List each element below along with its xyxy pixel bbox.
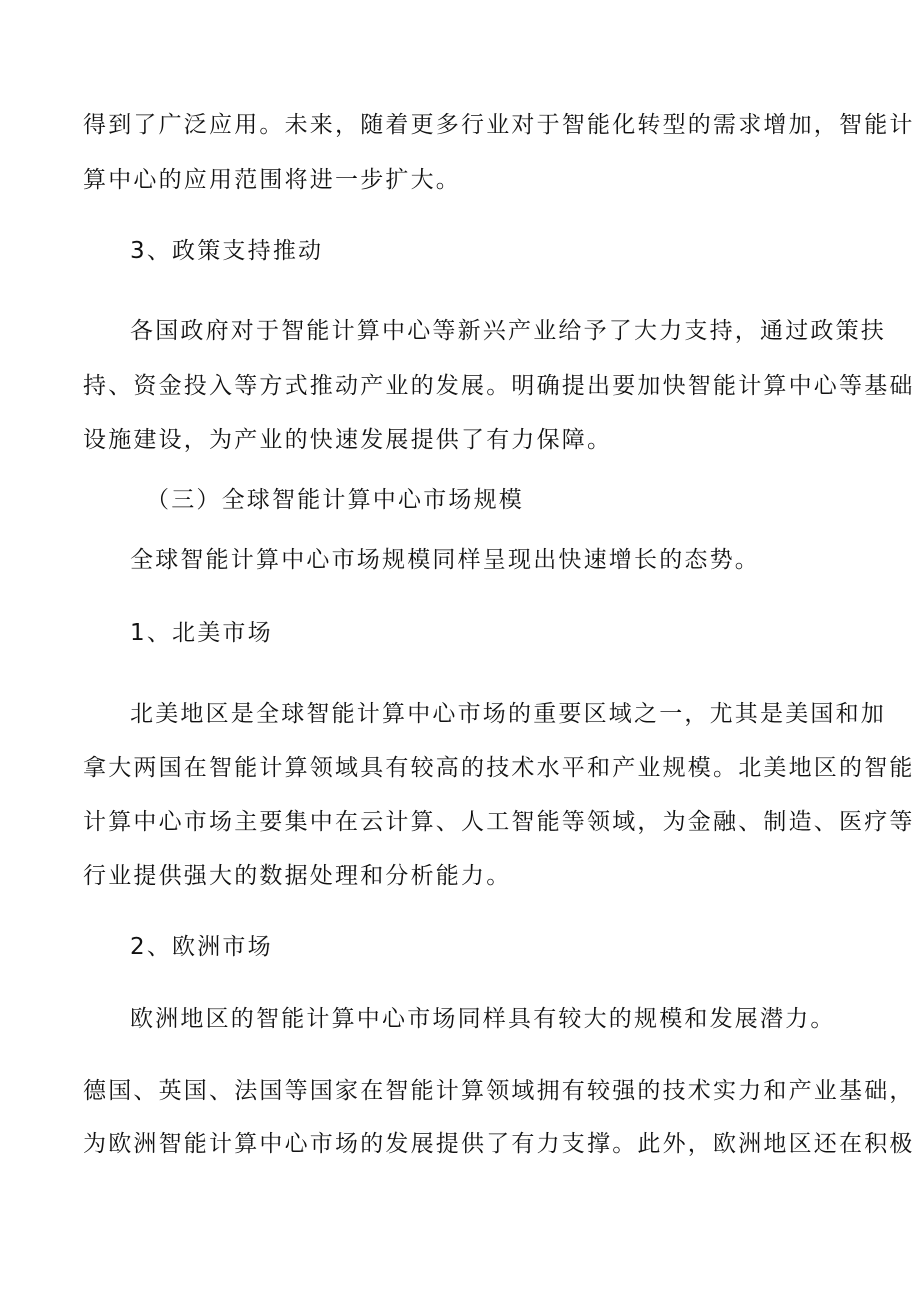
- paragraph-line: 为欧洲智能计算中心市场的发展提供了有力支撑。此外，欧洲地区还在积极: [83, 1131, 915, 1157]
- paragraph-line: 拿大两国在智能计算领域具有较高的技术水平和产业规模。北美地区的智能: [83, 755, 915, 781]
- paragraph-line: 得到了广泛应用。未来，随着更多行业对于智能化转型的需求增加，智能计: [83, 112, 915, 138]
- paragraph-line: 欧洲地区的智能计算中心市场同样具有较大的规模和发展潜力。: [130, 1006, 836, 1032]
- paragraph-line: 算中心的应用范围将进一步扩大。: [83, 167, 461, 193]
- section-heading-global-market-size: （三）全球智能计算中心市场规模: [146, 487, 524, 513]
- paragraph-line: 全球智能计算中心市场规模同样呈现出快速增长的态势。: [130, 547, 760, 573]
- section-heading-europe: 2、欧洲市场: [130, 934, 273, 960]
- paragraph-line: 设施建设，为产业的快速发展提供了有力保障。: [83, 427, 613, 453]
- paragraph-line: 行业提供强大的数据处理和分析能力。: [83, 863, 512, 889]
- section-heading-north-america: 1、北美市场: [130, 620, 273, 646]
- paragraph-line: 计算中心市场主要集中在云计算、人工智能等领域，为金融、制造、医疗等: [83, 809, 915, 835]
- paragraph-line: 北美地区是全球智能计算中心市场的重要区域之一，尤其是美国和加: [130, 701, 886, 727]
- paragraph-line: 持、资金投入等方式推动产业的发展。明确提出要加快智能计算中心等基础: [83, 373, 915, 399]
- section-heading-policy-support: 3、政策支持推动: [130, 238, 324, 264]
- paragraph-line: 德国、英国、法国等国家在智能计算领域拥有较强的技术实力和产业基础，: [83, 1078, 915, 1104]
- paragraph-line: 各国政府对于智能计算中心等新兴产业给予了大力支持，通过政策扶: [130, 318, 886, 344]
